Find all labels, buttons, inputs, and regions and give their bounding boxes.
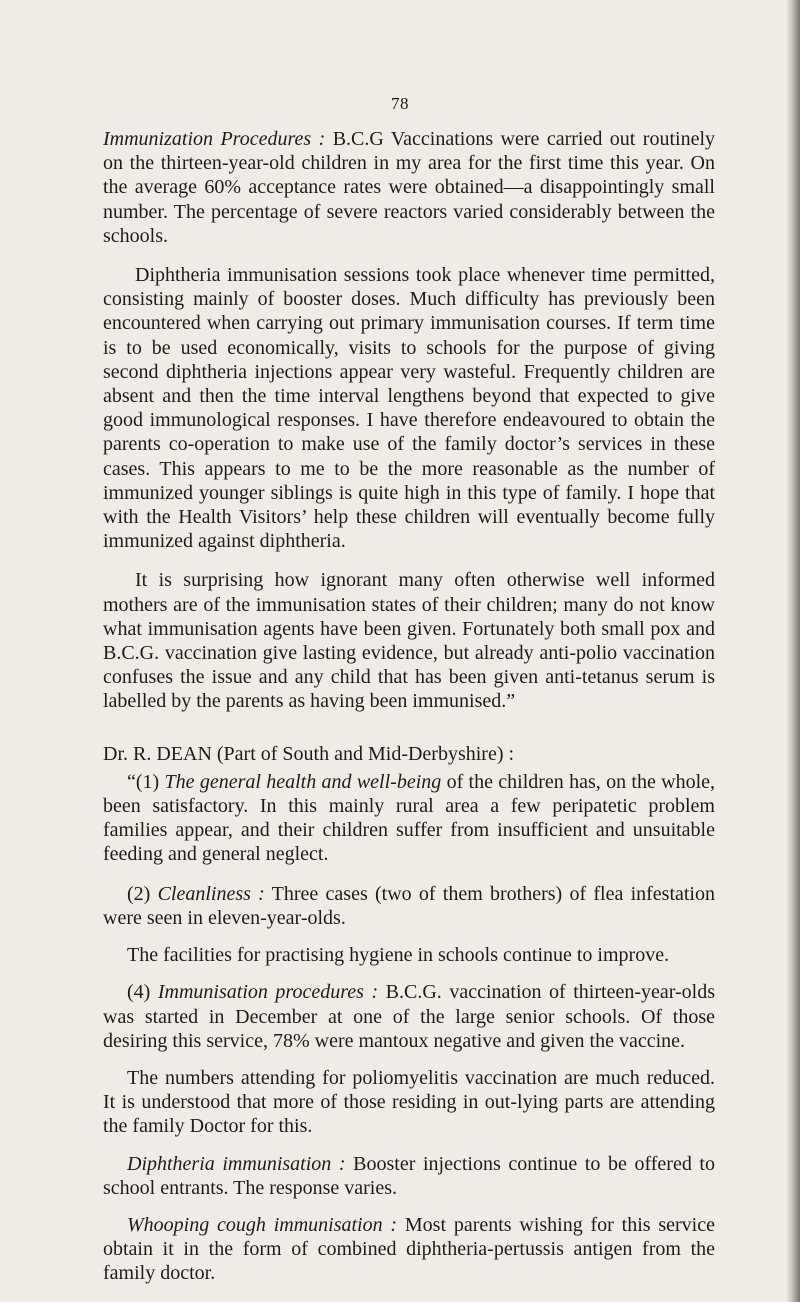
author-heading: Dr. R. DEAN (Part of South and Mid-Derbyshire) : <box>103 742 515 765</box>
paragraph-text: B.C.G. vaccination of thirteen-year-olds was started in December at one of the large senior schools. Of those desiring this service, 78% were mantoux negative and given the vaccine. <box>103 981 716 1052</box>
paragraph-lead-italic: Cleanliness : <box>157 882 265 905</box>
paragraph-lead-italic: Whooping cough immunisation : <box>127 1213 398 1236</box>
paragraph-whooping-cough <box>103 1213 715 1286</box>
item-prefix: “(1) <box>127 770 165 793</box>
paragraph-lead-italic: The general health and well-being <box>164 770 442 793</box>
item-prefix: (4) <box>127 981 158 1004</box>
paragraph-diphtheria-sessions <box>103 263 715 553</box>
page-number: 78 <box>391 94 409 113</box>
paragraph-ignorant-mothers <box>103 568 715 713</box>
paragraph-lead-italic: Immunization Procedures : <box>103 128 326 150</box>
paragraph-immunisation-procedures-2 <box>103 980 715 1053</box>
paragraph-text: Booster injections continue to be offered to school entrants. The response varies. <box>103 1152 715 1199</box>
page-edge-shadow <box>786 0 800 1302</box>
paragraph-text: Most parents wishing for this service obtain it in the form of combined diphtheria-pertussis antigen from the family doctor. <box>103 1213 715 1285</box>
paragraph-text: of the children has, on the whole, been satisfactory. In this mainly rural area a few peripatetic problem families appear, and their children suffer from insufficient and unsuitable feeding and general neglect. <box>103 770 716 866</box>
paragraph-hygiene-facilities <box>103 943 715 967</box>
paragraph-immunization-procedures <box>103 127 715 248</box>
paragraph-text: Diphtheria immunisation sessions took place whenever time permitted, consisting mainly of booster doses. Much difficulty has previously been encountered when carrying out primary immunisation courses. If term time is to be used economically, visits to schools for the purpose of giving second diphtheria injections appear very wasteful. Frequently children are absent and then the time interval lengthens beyond that expected to give good immunological responses. I have therefore endeavoured to obtain the parents co-operation to make use of the family doctor’s services in these cases. This appears to me to be the more reasonable as the number of immunized younger siblings is quite high in this type of family. I hope that with the Health Visitors’ help these children will eventually become fully immunized against diphtheria. <box>103 264 715 553</box>
paragraph-cleanliness <box>103 882 715 930</box>
paragraph-lead-italic: Immunisation procedures : <box>157 981 379 1004</box>
paragraph-general-health <box>103 770 715 867</box>
paragraph-lead-italic: Diphtheria immunisation : <box>127 1152 346 1175</box>
paragraph-text: The facilities for practising hygiene in schools continue to improve. <box>127 944 670 967</box>
paragraph-text: It is surprising how ignorant many often otherwise well informed mothers are of the immunisation states of their children; many do not know what immunisation agents have been given. Fortunately both small pox and B.C.G. vaccination give lasting evidence, but already anti-polio vaccination confuses the issue and any child that has been given anti-tetanus serum is labelled by the parents as having been immunised.” <box>103 569 715 713</box>
paragraph-text: B.C.G Vaccinations were carried out routinely on the thirteen-year-old children in my area for the first time this year. On the average 60% acceptance rates were obtained—a disappointingly small number. The percentage of severe reactors varied considerably between the schools. <box>103 128 716 247</box>
paragraph-diphtheria-immunisation <box>103 1152 715 1200</box>
paragraph-poliomyelitis <box>103 1066 715 1139</box>
paragraph-text: Three cases (two of them brothers) of flea infestation were seen in eleven-year-olds. <box>103 882 715 929</box>
paragraph-text: The numbers attending for poliomyelitis vaccination are much reduced. It is understood that more of those residing in out-lying parts are attending the family Doctor for this. <box>103 1066 715 1138</box>
page-body <box>103 127 715 1299</box>
item-prefix: (2) <box>127 882 158 905</box>
